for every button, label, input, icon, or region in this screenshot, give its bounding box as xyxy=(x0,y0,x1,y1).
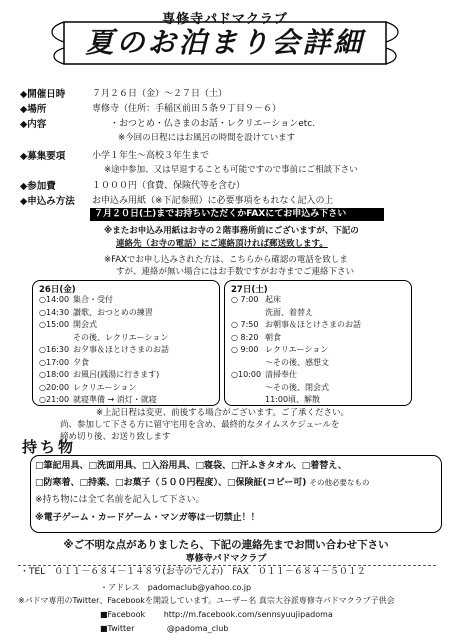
twitter-label: ■Twitter xyxy=(100,624,135,633)
info-label: ◆開催日時 xyxy=(20,89,66,100)
schedule-activity: 讃歌、おつとめの練習 xyxy=(73,307,153,317)
belongings-line-3: ※持ち物には全て名前を記入して下さい。 xyxy=(35,495,205,505)
schedule-activity: 清掃奉仕 xyxy=(265,370,297,379)
deadline-highlight: ７月２０日(土)までお持ちいただくかFAXにてお申込み下さい xyxy=(90,208,384,221)
info-value: 専修寺（住所：手稲区前田５条９丁目９－６） xyxy=(92,104,282,114)
day1-label: 26日(金) xyxy=(39,285,76,295)
apply-note-1: ※またお申込み用紙はお寺の２階事務所前にございますが、下記の xyxy=(104,226,359,236)
facebook-label: ■Facebook xyxy=(100,610,146,619)
schedule-activity: 集合・受付 xyxy=(73,295,113,304)
schedule-activity: その後、レクリエーション xyxy=(73,332,169,342)
schedule-activity: 起床 xyxy=(265,295,281,304)
schedule-activity: 夕食 xyxy=(73,357,89,367)
schedule-time: ○10:00 xyxy=(231,370,262,379)
schedule-time: ○14:00 xyxy=(39,295,70,304)
schedule-activity: 就寝準備 → 消灯・就寝 xyxy=(73,395,157,404)
schedule-activity: 11:00頃、解散 xyxy=(265,395,321,404)
schedule-time: ○21:00 xyxy=(39,395,70,404)
page-title: 夏のお泊まり会詳細 xyxy=(85,26,365,59)
contact-club-name: 専修寺パドマクラブ xyxy=(185,554,267,564)
schedule-activity: ～その後、感想文 xyxy=(265,357,329,367)
sns-note: ※パドマ専用のTwitter、Facebookを開設しています。ユーザー名 真宗大谷派専修寺パドマクラブ子供会 xyxy=(18,596,395,605)
schedule-activity: 洗面、着替え xyxy=(265,307,313,317)
club-name: 専修寺パドマクラブ xyxy=(162,12,288,27)
info-value: 小学１年生～高校３年生まで xyxy=(92,151,210,161)
belongings-line-1: □筆記用具、□洗面用具、□入浴用具、□寝袋、□汗ふきタオル、□着替え、 xyxy=(35,461,347,471)
schedule-activity: お風呂(銭湯に行きます) xyxy=(73,370,160,379)
schedule-activity: レクリエーション xyxy=(73,382,137,392)
schedule-time: ○ 7:00 xyxy=(231,295,259,304)
belongings-line-4: ※電子ゲーム・カードゲーム・マンガ等は一切禁止！！ xyxy=(35,513,260,523)
info-label: ◆場所 xyxy=(20,104,47,115)
contact-heading: ※ご不明な点がありましたら、下記の連絡先までお問い合わせ下さい xyxy=(63,539,389,551)
schedule-time: ○18:00 xyxy=(39,370,70,379)
info-label: ◆申込み方法 xyxy=(20,196,75,207)
contact-phone: ・TEL ０１１－６８４－１４８９(お寺のでんわ) FAX ０１１－６８４－５０１２ xyxy=(20,567,366,577)
schedule-day1 xyxy=(32,280,220,406)
recruit-note: ※途中参加、又は早退することも可能ですので事前にご相談下さい xyxy=(104,165,358,175)
schedule-time: ○20:00 xyxy=(39,382,70,392)
belongings-box xyxy=(30,455,442,533)
apply-note-2: 連絡先（お寺の電話）にご連絡頂ければ郵送致します。 xyxy=(116,239,328,249)
twitter-row xyxy=(100,623,228,634)
schedule-time: ○ 7:50 xyxy=(231,320,259,329)
day2-label: 27日(土) xyxy=(231,285,268,295)
content-note: ※今回の日程にはお風呂の時間を設けています xyxy=(118,133,296,143)
divider xyxy=(18,565,436,566)
schedule-note-3: 締め切り後、お送り致します xyxy=(60,432,171,442)
schedule-day2 xyxy=(224,280,412,406)
belongings-line-2 xyxy=(35,475,370,491)
fax-note-2: すが、連絡が無い場合にはお手数ですがお寺までご連絡下さい xyxy=(116,267,355,277)
belongings-line-2-main: □防寒着、□持薬、□お菓子（５００円程度）、□保険証(コピー可) xyxy=(35,478,307,488)
schedule-time: ○17:00 xyxy=(39,357,70,367)
schedule-activity: 朝食 xyxy=(265,332,281,342)
info-label: ◆募集要項 xyxy=(20,151,66,162)
schedule-time: ○16:30 xyxy=(39,345,70,354)
info-value: お申込み用紙（※下記参照）に必要事項をもれなく記入の上 xyxy=(92,196,334,206)
schedule-activity: ～その後、閉会式 xyxy=(265,382,329,392)
twitter-link[interactable]: @padoma_club xyxy=(166,624,229,633)
facebook-link[interactable]: http://m.facebook.com/sennsyuujipadoma xyxy=(163,610,333,619)
info-value: １０００円（食費、保険代等を含む） xyxy=(92,181,246,191)
schedule-note-1: ※上記日程は変更、前後する場合がございます。ご了承ください。 xyxy=(96,408,349,418)
schedule-time: ○14:30 xyxy=(39,307,70,317)
info-value: ７月２６日（金）～２７日（土） xyxy=(92,89,228,99)
facebook-row xyxy=(100,609,333,620)
schedule-time: ○ 8:20 xyxy=(231,332,259,342)
schedule-activity: お朝事＆ほとけさまのお話 xyxy=(265,320,361,329)
schedule-activity: 開会式 xyxy=(73,320,97,329)
belongings-heading: 持ち物 xyxy=(22,438,77,456)
schedule-time: ○ 9:00 xyxy=(231,345,259,354)
contact-email[interactable]: ・アドレス padomaclub@yahoo.co.jp xyxy=(100,583,252,592)
belongings-other: その他必要なもの xyxy=(309,478,370,487)
info-label: ◆参加費 xyxy=(20,181,56,192)
info-label: ◆内容 xyxy=(20,119,47,130)
schedule-activity: お夕事＆ほとけさまのお話 xyxy=(73,345,169,354)
schedule-note-2: 尚、参加して下さる方に留守宅用を含め、最終的なタイムスケジュールを xyxy=(60,420,340,430)
fax-note-1: ※FAXでお申し込みされた方は、こちらから確認の電話を致しま xyxy=(104,255,348,265)
title-banner xyxy=(50,2,400,68)
schedule-time: ○15:00 xyxy=(39,320,70,329)
schedule-activity: レクリエーション xyxy=(265,345,329,354)
info-value: ・おつとめ・仏さまのお話・レクリエーションetc. xyxy=(110,119,316,129)
